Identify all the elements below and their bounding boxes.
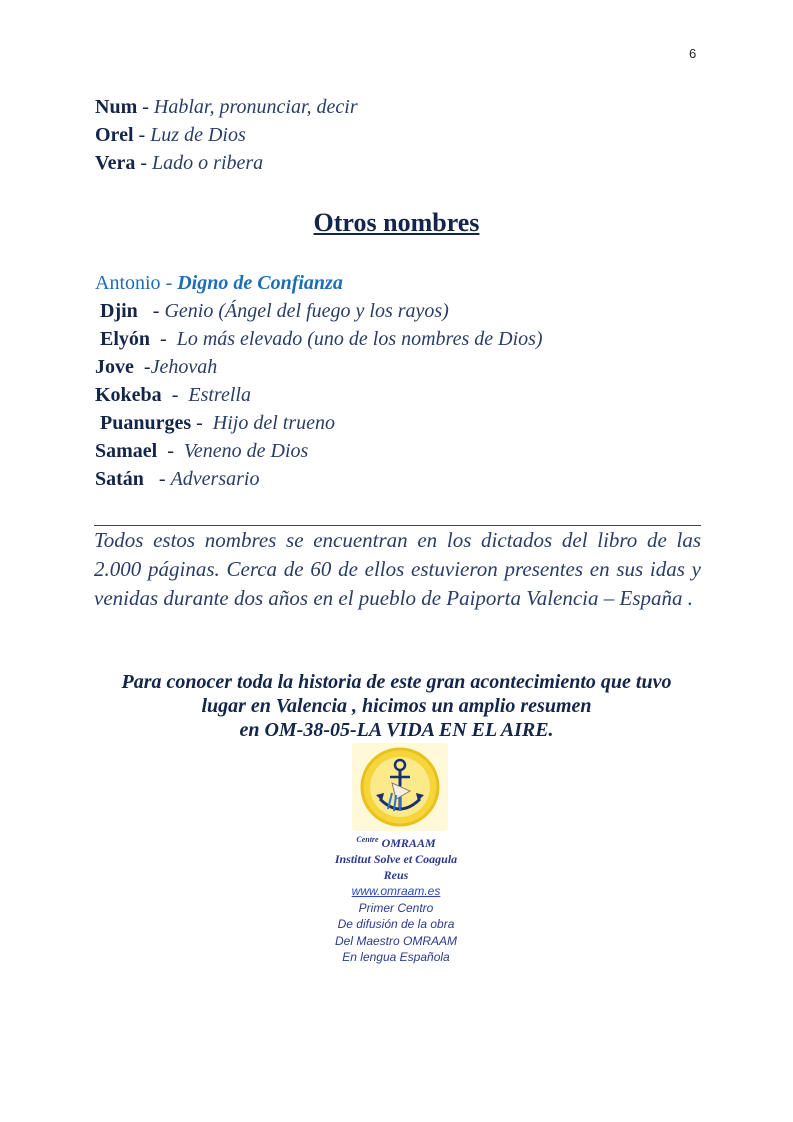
org-name: OMRAAM — [381, 836, 436, 850]
credits-line: De difusión de la obra — [337, 917, 455, 931]
entry-meaning: Jehovah — [150, 356, 218, 378]
name-entry-highlighted — [95, 269, 343, 297]
entry-term: Samael — [95, 440, 158, 462]
entry-separator: - — [133, 356, 151, 378]
name-entry — [95, 437, 308, 465]
entry-meaning: Genio (Ángel del fuego y los rayos) — [164, 300, 449, 322]
name-entry — [95, 93, 358, 121]
entry-meaning: Luz de Dios — [150, 124, 246, 146]
credits-line: Primer Centro — [358, 900, 434, 915]
entry-meaning: Veneno de Dios — [183, 440, 309, 462]
entry-term: Jove — [95, 356, 134, 378]
entry-meaning: Estrella — [188, 384, 251, 406]
credits-line: En lengua Española — [342, 950, 450, 964]
promo-line: en OM-38-05-LA VIDA EN EL AIRE. — [239, 719, 554, 741]
name-entry — [95, 465, 259, 493]
entry-separator: - — [157, 440, 174, 462]
name-entry — [95, 149, 263, 177]
institute-name: Institut Solve et Coagula — [334, 852, 458, 866]
entry-term: Vera — [95, 152, 136, 174]
city-name: Reus — [383, 868, 409, 882]
website-link[interactable]: www.omraam.es — [351, 884, 441, 898]
entry-term: Kokeba — [95, 384, 162, 406]
entry-separator: - — [150, 328, 167, 350]
entry-separator: - — [191, 412, 203, 434]
name-entry — [95, 381, 251, 409]
entry-meaning: Lado o ribera — [152, 152, 264, 174]
entry-term: Antonio — [95, 272, 161, 294]
entry-separator: - — [143, 468, 166, 490]
entry-separator: - — [137, 300, 160, 322]
entry-separator: - — [133, 124, 146, 146]
entry-separator: - — [135, 152, 148, 174]
entry-term: Orel — [95, 124, 134, 146]
credits-block — [296, 832, 496, 966]
name-entry — [95, 121, 246, 149]
entry-meaning: Lo más elevado (uno de los nombres de Dios) — [176, 328, 543, 350]
name-entry — [95, 409, 335, 437]
name-entry — [95, 325, 543, 353]
name-entry — [95, 297, 449, 325]
promo-line: Para conocer toda la historia de este gran acontecimiento que tuvo — [121, 671, 672, 693]
centre-prefix: Centre — [356, 835, 379, 844]
promo-line: lugar en Valencia , hicimos un amplio resumen — [201, 695, 592, 717]
entry-separator: - — [160, 272, 173, 294]
entry-separator: - — [137, 96, 149, 118]
name-entry — [95, 353, 217, 381]
centre-line — [296, 832, 496, 851]
entry-term: Satán — [95, 468, 144, 490]
entry-meaning: Hijo del trueno — [212, 412, 336, 434]
entry-term: Puanurges — [95, 412, 192, 434]
promo-paragraph — [80, 670, 713, 742]
section-title: Otros nombres — [313, 208, 480, 237]
entry-meaning: Adversario — [170, 468, 260, 490]
page-number: 6 — [689, 46, 697, 61]
credits-line: Del Maestro OMRAAM — [334, 933, 458, 948]
omraam-anchor-logo-icon — [352, 743, 448, 831]
entry-term: Djin — [95, 300, 138, 322]
entry-term: Elyón — [95, 328, 151, 350]
entry-separator: - — [161, 384, 179, 406]
entry-term: Num — [95, 96, 138, 118]
entry-meaning: Digno de Confianza — [177, 272, 343, 294]
entry-meaning: Hablar, pronunciar, decir — [153, 96, 358, 118]
source-note: Todos estos nombres se encuentran en los dictados del libro de las 2.000 páginas. Cerca de 60 de ellos estuvieron presentes en sus idas y venidas durante dos años en el pueblo de Paiporta Valencia – España . — [94, 528, 701, 610]
